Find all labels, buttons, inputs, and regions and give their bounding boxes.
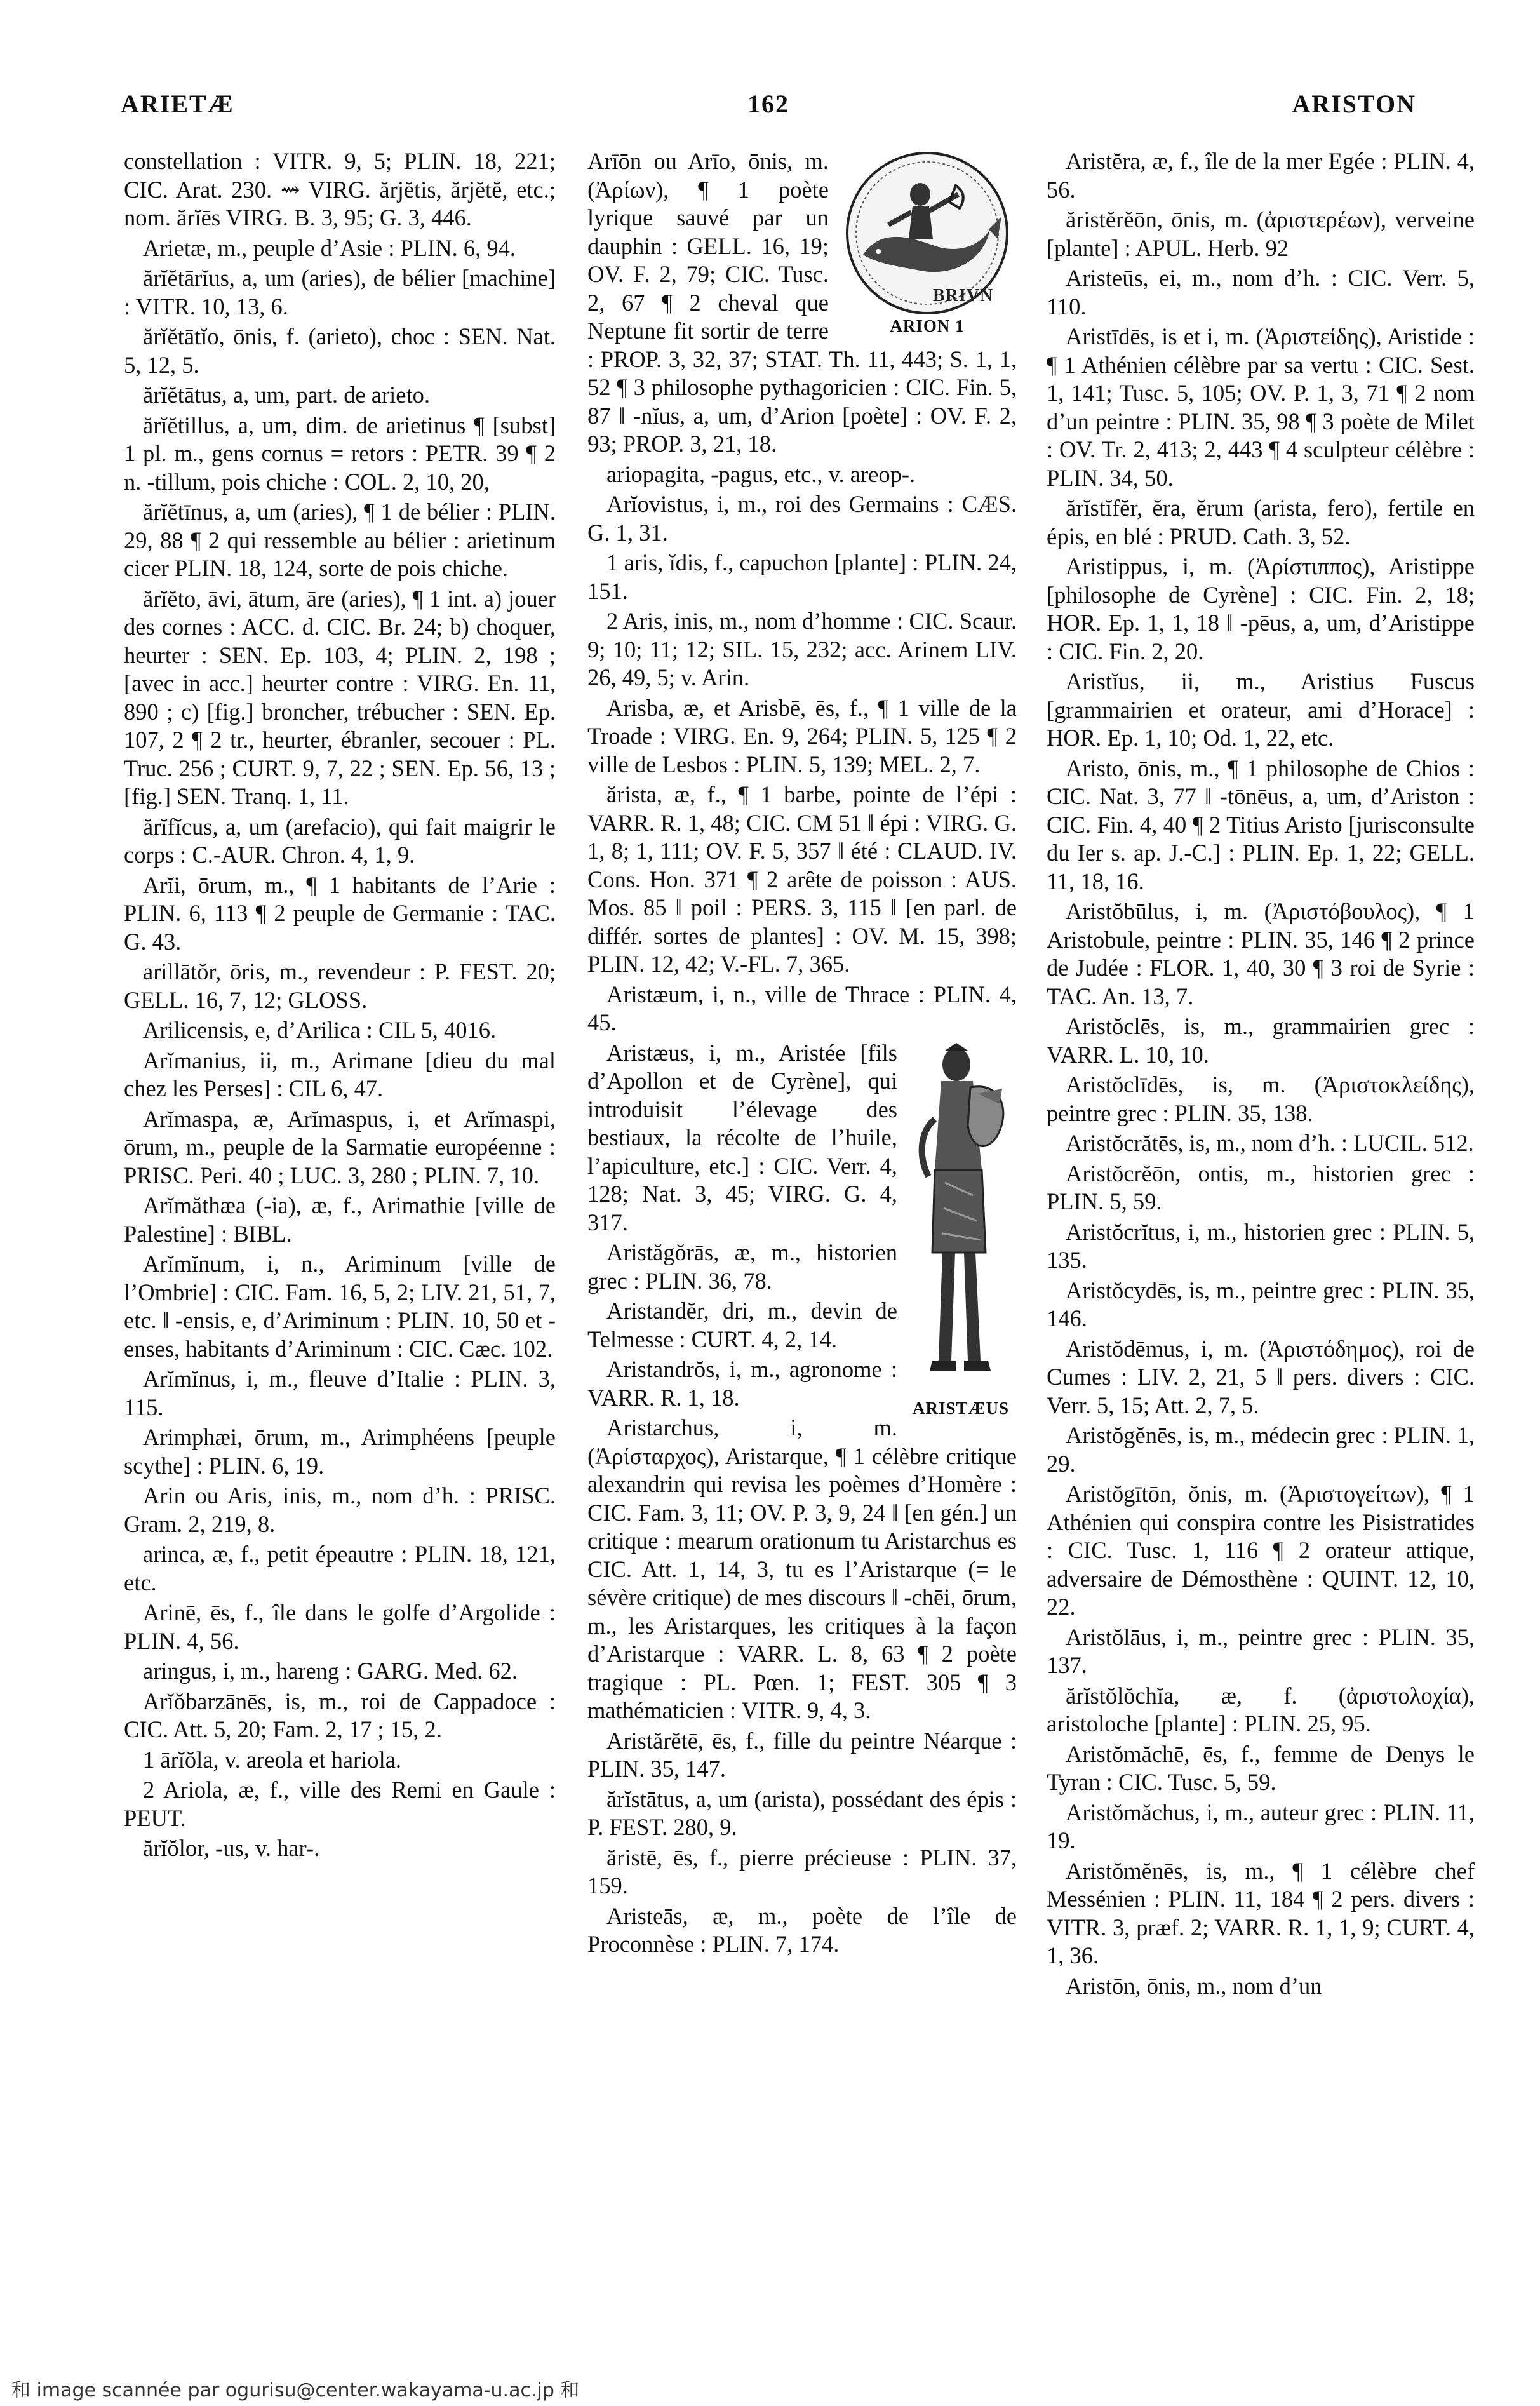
header-left-guideword: ARIETÆ [121,90,234,118]
dictionary-entry: Aristăgŏrās, æ, m., historien grec : PLIN. 36, 78. [587,1239,897,1294]
dictionary-entry: ărĭĕtātĭo, ōnis, f. (arieto), choc : SEN. Nat. 5, 12, 5. [124,323,556,378]
dictionary-entry: constellation : VITR. 9, 5; PLIN. 18, 221; CIC. Arat. 230. ⇝ VIRG. ărjĕtis, ărjĕtĕ, etc.; nom. ărĭēs VIRG. B. 3, 95; G. 3, 446. [124,148,556,231]
dictionary-entry: ărĭĕto, āvi, ātum, āre (aries), ¶ 1 int. a) jouer des cornes : ACC. d. CIC. Br. 24; b) choquer, heurter : SEN. Ep. 103, 4; PLIN. 2, 198 ; [avec in acc.] heurter contre : VIRG. En. 11, 890 ; c) [fig.] broncher, trébucher : SEN. Ep. 107, 2 ¶ 2 tr., heurter, ébranler, secouer : PL. Truc. 256 ; CURT. 9, 7, 22 ; SEN. Ep. 56, 13 ; [fig.] SEN. Tranq. 1, 11. [124,585,556,809]
dictionary-entry: Arĭovistus, i, m., roi des Germains : CÆS. G. 1, 31. [587,491,1017,546]
dictionary-entry: 2 Aris, inis, m., nom d’homme : CIC. Scaur. 9; 10; 11; 12; SIL. 15, 232; acc. Arinem LIV. 26, 49, 5; v. Arin. [587,608,1017,690]
dictionary-entry: Aristīdēs, is et i, m. (Ἀριστείδης), Aristide : ¶ 1 Athénien célèbre par sa vertu : CIC. Sest. 1, 141; Tusc. 5, 105; OV. P. 1, 3, 71 ¶ 2 nom d’un peintre : PLIN. 35, 98 ¶ 3 poète de Milet : OV. Tr. 2, 413; 2, 443 ¶ 4 sculpteur célèbre : PLIN. 34, 50. [1047,323,1475,491]
dictionary-entry: ărĭŏlor, -us, v. har-. [143,1835,320,1861]
dictionary-entry: Aristarchus, i, m. (Ἀρίσταρχος), Aristarque, ¶ 1 célèbre critique alexandrin qui revisa les poèmes d’Homère : CIC. Fam. 3, 11; OV. P. 3, 9, 24 ‖ [en gén.] un critique : mearum orationum tu Aristarchus es CIC. Att. 1, 14, 3, tu es l’Aristarque (= le sévère critique) de mes discours ‖ -chēi, ōrum, m., les Aristarques, les critiques à la façon d’Aristarque : VARR. L. 8, 63 ¶ 2 poète tragique : PL. Pœn. 1; FEST. 305 ¶ 3 mathématicien : VITR. 9, 4, 3. [587,1415,1017,1723]
dictionary-entry: ărĭstĭfĕr, ĕra, ĕrum (arista, fero), fertile en épis, en blé : PRUD. Cath. 3, 52. [1047,495,1475,549]
dictionary-entry: Aristŏbūlus, i, m. (Ἀριστόβουλος), ¶ 1 Aristobule, peintre : PLIN. 35, 146 ¶ 2 prince de Judée : FLOR. 1, 40, 30 ¶ 3 roi de Syrie : TAC. An. 13, 7. [1047,898,1475,1009]
dictionary-entry: Aristo, ōnis, m., ¶ 1 philosophe de Chios : CIC. Nat. 3, 77 ‖ -tōnēus, a, um, d’Ariston : CIC. Fin. 4, 40 ¶ 2 Titius Aristo [jurisconsulte du Ier s. ap. J.-C.] : PLIN. Ep. 1, 22; GELL. 11, 18, 16. [1047,755,1475,894]
dictionary-entry: Arĭŏbarzānēs, is, m., roi de Cappadoce : CIC. Att. 5, 20; Fam. 2, 17 ; 15, 2. [124,1688,556,1742]
arion-coin-figure [838,150,1017,335]
dictionary-entry: 2 Ariola, æ, f., ville des Remi en Gaule : PEUT. [124,1777,556,1831]
dictionary-entry: Aristŏcydēs, is, m., peintre grec : PLIN. 35, 146. [1047,1277,1475,1331]
aristaeus-shepherd-illustration [907,1043,1015,1399]
dictionary-entry: ărĭfĭcus, a, um (arefacio), qui fait maigrir le corps : C.-AUR. Chron. 4, 1, 9. [124,813,556,868]
dictionary-entry: Arilicensis, e, d’Arilica : CIL 5, 4016. [143,1017,497,1043]
dictionary-entry: ărĭĕtīnus, a, um (aries), ¶ 1 de bélier : PLIN. 29, 88 ¶ 2 qui ressemble au bélier : arietinum cicer PLIN. 18, 124, sorte de pois chiche. [124,499,556,581]
column-1 [124,147,556,2345]
dictionary-entry: ărĭĕtātus, a, um, part. de arieto. [143,382,431,408]
dictionary-entry: Aristæum, i, n., ville de Thrace : PLIN. 4, 45. [587,981,1017,1035]
dictionary-entry: Arĭi, ōrum, m., ¶ 1 habitants de l’Arie : PLIN. 6, 113 ¶ 2 peuple de Germanie : TAC. G. 43. [124,871,556,955]
dictionary-entry: aringus, i, m., hareng : GARG. Med. 62. [143,1658,518,1684]
page-header [121,89,1416,130]
dictionary-entry: ărĭstŏlŏchĭa, æ, f. (ἀριστολοχία), aristoloche [plante] : PLIN. 25, 95. [1047,1682,1475,1737]
dictionary-entry: Arīōn ou Arīo, ōnis, m. (Ἀρίων), ¶ 1 poète lyrique sauvé par un dauphin : GELL. 16, 19; OV. F. 2, 79; CIC. Tusc. 2, 67 ¶ 2 cheval que Neptune fit sortir de terre : PROP. 3, 32, 37; STAT. Th. 11, 443; S. 1, 1, 52 ¶ 3 philosophe pythagoricien : CIC. Fin. 5, 87 ‖ -nĭus, a, um, d’Arion [poète] : OV. F. 2, 93; PROP. 3, 21, 18. [587,148,1017,457]
dictionary-entry: Arietæ, m., peuple d’Asie : PLIN. 6, 94. [143,234,516,261]
dictionary-entry: 1 aris, ĭdis, f., capuchon [plante] : PLIN. 24, 151. [587,549,1017,604]
column-2 [587,147,1017,2345]
dictionary-entry: Arĭmĭnum, i, n., Ariminum [ville de l’Ombrie] : CIC. Fam. 16, 5, 2; LIV. 21, 51, 7, etc. ‖ -ensis, e, d’Ariminum : PLIN. 10, 50 et -enses, habitants d’Ariminum : CIC. Cæc. 102. [124,1251,556,1362]
column-3 [1047,147,1475,2345]
dictionary-entry: Aristŏmĕnēs, is, m., ¶ 1 célèbre chef Messénien : PLIN. 11, 184 ¶ 2 pers. divers : VITR. 3, præf. 2; VARR. R. 1, 1, 9; CURT. 4, 1, 36. [1047,1857,1475,1968]
dictionary-entry: ărĭĕtillus, a, um, dim. de arietinus ¶ [subst] 1 pl. m., gens cornus = retors : PETR. 39 ¶ 2 n. -tillum, pois chiche : COL. 2, 10, 20, [124,412,556,495]
coin-inscription: BRIVN [933,286,994,306]
dictionary-entry: Aristeās, æ, m., poète de l’île de Proconnèse : PLIN. 7, 174. [587,1902,1017,1957]
dictionary-entry: Aristĕra, æ, f., île de la mer Egée : PLIN. 4, 56. [1047,148,1475,203]
header-right-guideword: ARISTON [1292,90,1416,118]
dictionary-entry: Arĭmaspa, æ, Arĭmaspus, i, et Arĭmaspi, ōrum, m., peuple de la Sarmatie européenne : PRISC. Peri. 40 ; LUC. 3, 280 ; PLIN. 7, 10. [124,1105,556,1188]
dictionary-entry: Arin ou Aris, inis, m., nom d’h. : PRISC. Gram. 2, 219, 8. [124,1482,556,1537]
dictionary-entry: ăristē, ēs, f., pierre précieuse : PLIN. 37, 159. [587,1844,1017,1899]
dictionary-entry: Arĭmĭnus, i, m., fleuve d’Italie : PLIN. 3, 115. [124,1366,556,1420]
dictionary-entry: Aristandĕr, dri, m., devin de Telmesse : CURT. 4, 2, 14. [587,1298,897,1352]
dictionary-entry: Aristŏmăchus, i, m., auteur grec : PLIN. 11, 19. [1047,1799,1475,1853]
dictionary-entry: Aristŏcrătēs, is, m., nom d’h. : LUCIL. 512. [1066,1130,1474,1156]
scan-credit-footer: 和 image scannée par ogurisu@center.wakayama-u.ac.jp 和 [11,2379,580,2402]
dictionary-entry: Aristŏcrĭtus, i, m., historien grec : PLIN. 5, 135. [1047,1218,1475,1273]
dictionary-entry: Arimphæi, ōrum, m., Arimphéens [peuple scythe] : PLIN. 6, 19. [124,1424,556,1479]
dictionary-entry: Aristŏdēmus, i, m. (Ἀριστόδημος), roi de Cumes : LIV. 2, 21, 5 ‖ pers. divers : CIC. Verr. 5, 15; Att. 2, 7, 5. [1047,1335,1475,1418]
dictionary-entry: Aristŏcrĕōn, ontis, m., historien grec : PLIN. 5, 59. [1047,1160,1475,1214]
dictionary-entry: arillātŏr, ōris, m., revendeur : P. FEST. 20; GELL. 16, 7, 12; GLOSS. [124,958,556,1013]
dictionary-entry: ariopagita, -pagus, etc., v. areop-. [606,460,916,487]
dictionary-entry: Aristărĕtē, ēs, f., fille du peintre Néarque : PLIN. 35, 147. [587,1727,1017,1782]
dictionary-entry: ărĭstātus, a, um (arista), possédant des épis : P. FEST. 280, 9. [587,1785,1017,1840]
aristaeus-figure [905,1043,1017,1418]
dictionary-entry: Aristæus, i, m., Aristée [fils d’Apollon et de Cyrène], qui introduisit l’élevage des bestiaux, la récolte de l’huile, l’apiculture, etc.] : CIC. Verr. 4, 128; Nat. 3, 45; VIRG. G. 4, 317. [587,1039,897,1235]
dictionary-entry: Aristippus, i, m. (Ἀρίστιππος), Aristippe [philosophe de Cyrène] : CIC. Fin. 2, 18; HOR. Ep. 1, 1, 18 ‖ -pēus, a, um, d’Aristippe : CIC. Fin. 2, 20. [1047,553,1475,664]
arion-dolphin-coin-illustration [838,150,1017,316]
dictionary-entry: Aristōn, ōnis, m., nom d’un [1066,1972,1322,1999]
page-number: 162 [747,90,789,118]
dictionary-entry: Aristeūs, ei, m., nom d’h. : CIC. Verr. 5, 110. [1047,265,1475,319]
dictionary-entry: 1 ārĭŏla, v. areola et hariola. [143,1746,402,1773]
dictionary-entry: Aristŏclīdēs, is, m. (Ἀριστοκλείδης), peintre grec : PLIN. 35, 138. [1047,1072,1475,1126]
aristaeus-figure-caption: ARISTÆUS [912,1398,1010,1418]
dictionary-entry: Aristŏgītōn, ŏnis, m. (Ἀριστογείτων), ¶ 1 Athénien qui conspira contre les Pisistratides : CIC. Tusc. 1, 116 ¶ 2 orateur attique, adversaire de Démosthène : QUINT. 12, 10, 22. [1047,1481,1475,1620]
dictionary-entry: Aristĭus, ii, m., Aristius Fuscus [grammairien et orateur, ami d’Horace] : HOR. Ep. 1, 10; Od. 1, 22, etc. [1047,668,1475,751]
dictionary-entry: Arinē, ēs, f., île dans le golfe d’Argolide : PLIN. 4, 56. [124,1599,556,1654]
dictionary-entry: ărista, æ, f., ¶ 1 barbe, pointe de l’épi : VARR. R. 1, 48; CIC. CM 51 ‖ épi : VIRG. G. 1, 8; 1, 111; OV. F. 5, 357 ‖ été : CLAUD. IV. Cons. Hon. 371 ¶ 2 arête de poisson : AUS. Mos. 85 ‖ poil : PERS. 3, 115 ‖ [en parl. de différ. sortes de plantes] : OV. M. 15, 398; PLIN. 12, 42; V.-FL. 7, 365. [587,781,1017,977]
dictionary-entry: ăristĕrĕōn, ōnis, m. (ἀριστερέων), verveine [plante] : APUL. Herb. 92 [1047,206,1475,261]
dictionary-entry: Aristandrŏs, i, m., agronome : VARR. R. 1, 18. [587,1356,897,1411]
dictionary-entry: Aristŏclēs, is, m., grammairien grec : VARR. L. 10, 10. [1047,1013,1475,1068]
dictionary-entry: ărĭĕtārĭus, a, um (aries), de bélier [machine] : VITR. 10, 13, 6. [124,265,556,319]
dictionary-entry: Arisba, æ, et Arisbē, ēs, f., ¶ 1 ville de la Troade : VIRG. En. 9, 264; PLIN. 5, 125 ¶ 2 ville de Lesbos : PLIN. 5, 139; MEL. 2, 7. [587,694,1017,777]
dictionary-entry: Aristŏmăchē, ēs, f., femme de Denys le Tyran : CIC. Tusc. 5, 59. [1047,1740,1475,1795]
dictionary-entry: arinca, æ, f., petit épeautre : PLIN. 18, 121, etc. [124,1541,556,1596]
dictionary-entry: Aristŏgĕnēs, is, m., médecin grec : PLIN. 1, 29. [1047,1422,1475,1477]
dictionary-entry: Arĭmăthæa (-ia), æ, f., Arimathie [ville de Palestine] : BIBL. [124,1192,556,1247]
dictionary-entry: Aristŏlāus, i, m., peintre grec : PLIN. 35, 137. [1047,1623,1475,1678]
dictionary-entry: Arĭmanius, ii, m., Arimane [dieu du mal chez les Perses] : CIL 6, 47. [124,1047,556,1101]
arion-figure-caption: ARION 1 [890,316,965,335]
